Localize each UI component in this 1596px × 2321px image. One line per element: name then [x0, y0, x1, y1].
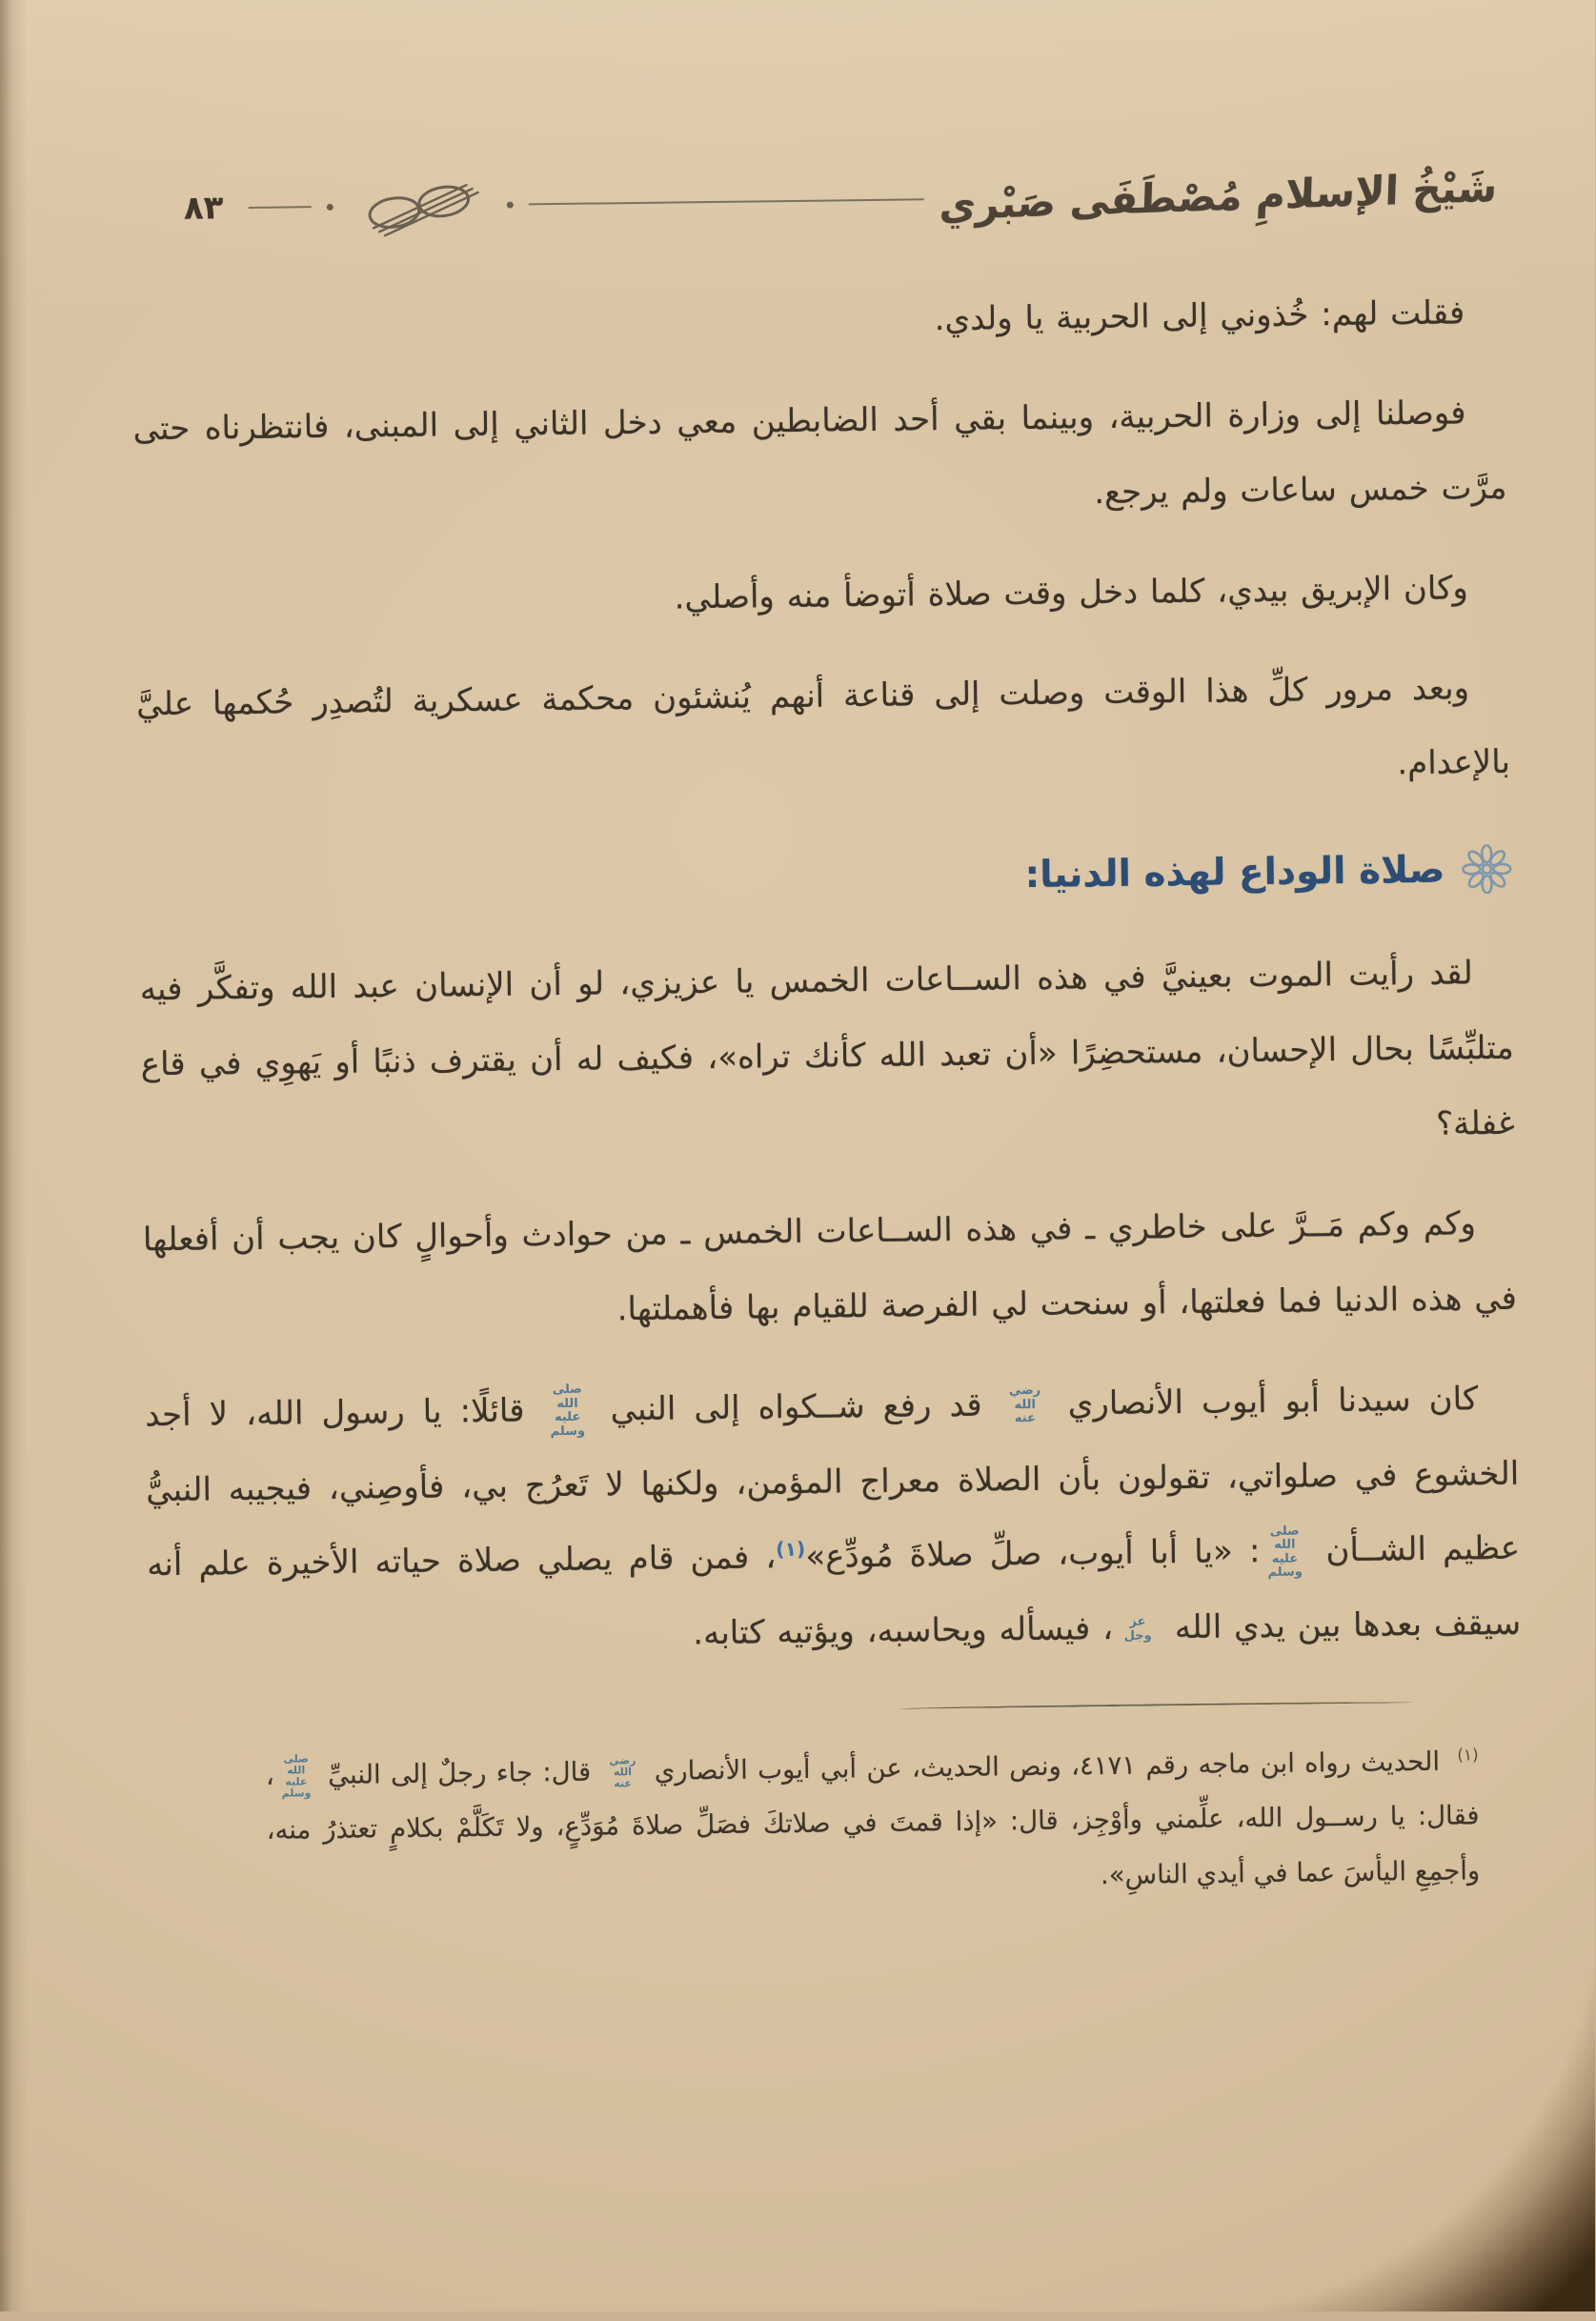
honorific-seal: عز وجل [1124, 1614, 1153, 1644]
text-run: ، فمن قام يصلي صلاة حياته الأخيرة علم أنه سيقف بعدها بين يدي الله [147, 1538, 1523, 1647]
paragraph [137, 650, 1512, 817]
text-run: قد رفع شــكواه إلى النبي [593, 1385, 1001, 1429]
text-run: وكم وكم مَــرَّ على خاطري ـ في هذه الســاعات الخمس ـ من حوادث وأحوالٍ كان يجب أن أفعلها في هذه الدنيا فما فعلتها، أو سنحت لي الفرصة للقيام بها فأهملتها. [143, 1204, 1519, 1329]
text-run: ، فيسأله ويحاسبه، ويؤتيه كتابه. [694, 1609, 1115, 1653]
text-run: وبعد مرور كلِّ هذا الوقت وصلت إلى قناعة أنهم يُنشئون محكمة عسكرية لتُصدِر حُكمها عليَّ بالإعدام. [136, 668, 1512, 783]
text-run: لقد رأيت الموت بعينيَّ في هذه الســاعات الخمس يا عزيزي، لو أن الإنسان عبد الله وتفكَّر فيه متلبِّسًا بحال الإحسان، مستحضِرًا «أن تعبد الله كأنك تراه»، فكيف له أن يقترف ذنبًا أو يَهوِي في قاع غفلة؟ [140, 954, 1516, 1143]
footnote [151, 1734, 1525, 1914]
header-rule-dot [327, 203, 333, 210]
section-heading [139, 844, 1513, 911]
text-run: : «يا أبا أيوب، صلِّ صلاةَ مُودِّع» [806, 1532, 1262, 1577]
text-run: فقلت لهم: خُذوني إلى الحربية يا ولدي. [935, 293, 1466, 339]
header-rule [249, 206, 312, 209]
footnote-ref: (١) [777, 1537, 807, 1562]
text-run: ، فقال: يا رســول الله، علِّمني وأوْجِز، قال: «إذا قمتَ في صلاتكَ فصَلِّ صلاةَ مُوَدِّعٍ، ولا تَكَلَّمْ بكلامٍ تعتذرُ منه، وأجمِعِ اليأسَ عما في أيدي الناسِ». [266, 1760, 1482, 1890]
text-run: قال: جاء رجلٌ إلى النبيِّ [318, 1756, 602, 1791]
page-body [132, 275, 1523, 1679]
honorific-seal: صلى الله عليه وسلم [282, 1751, 313, 1801]
section-title: صلاة الوداع لهذه الدنيا: [1025, 848, 1446, 897]
paragraph-group [132, 275, 1512, 817]
paragraph [133, 375, 1508, 542]
honorific-seal: صلى الله عليه وسلم [551, 1382, 587, 1439]
page-header [131, 159, 1505, 243]
text-run: الحديث رواه ابن ماجه رقم ٤١٧١، ونص الحديث، عن أبي أيوب الأنصاري [645, 1746, 1451, 1787]
header-title: شَيْخُ الإسلامِ مُصْطَفَى صَبْري [939, 163, 1500, 229]
text-run: وكان الإبريق بيدي، كلما دخل وقت صلاة أتوضأ منه وأصلي. [675, 568, 1470, 617]
paragraph [146, 1361, 1523, 1678]
paragraph [140, 936, 1516, 1178]
footnote-separator [897, 1701, 1416, 1709]
text-run: قائلًا: يا رسول الله، لا أجد الخشوع في صلواتي، تقولون بأن الصلاة معراج المؤمن، ولكنها لا تَعرُج بي، فأوصِني، فيجيبه النبيُّ عظيم الشــأن [146, 1390, 1522, 1570]
paragraph-group [140, 936, 1522, 1678]
page-number: ٨٣ [184, 189, 225, 228]
honorific-seal: رضي الله عنه [1009, 1383, 1042, 1426]
header-rule [529, 198, 925, 205]
paragraph [132, 275, 1506, 367]
paragraph [144, 1186, 1519, 1353]
honorific-seal: رضي الله عنه [610, 1753, 637, 1790]
footnote-marker: (١) [1458, 1746, 1480, 1766]
header-ornament-icon [349, 172, 493, 240]
text-run: فوصلنا إلى وزارة الحربية، وبينما بقي أحد الضابطين معي دخل الثاني إلى المبنى، فانتظرناه حتى مرَّت خمس ساعات ولم يرجع. [133, 394, 1508, 512]
text-run: كان سيدنا أبو أيوب الأنصاري [1050, 1379, 1480, 1423]
header-rule-dot [507, 201, 514, 208]
honorific-seal: صلى الله عليه وسلم [1268, 1524, 1303, 1581]
paragraph [135, 550, 1509, 641]
rosette-icon [1463, 844, 1513, 895]
